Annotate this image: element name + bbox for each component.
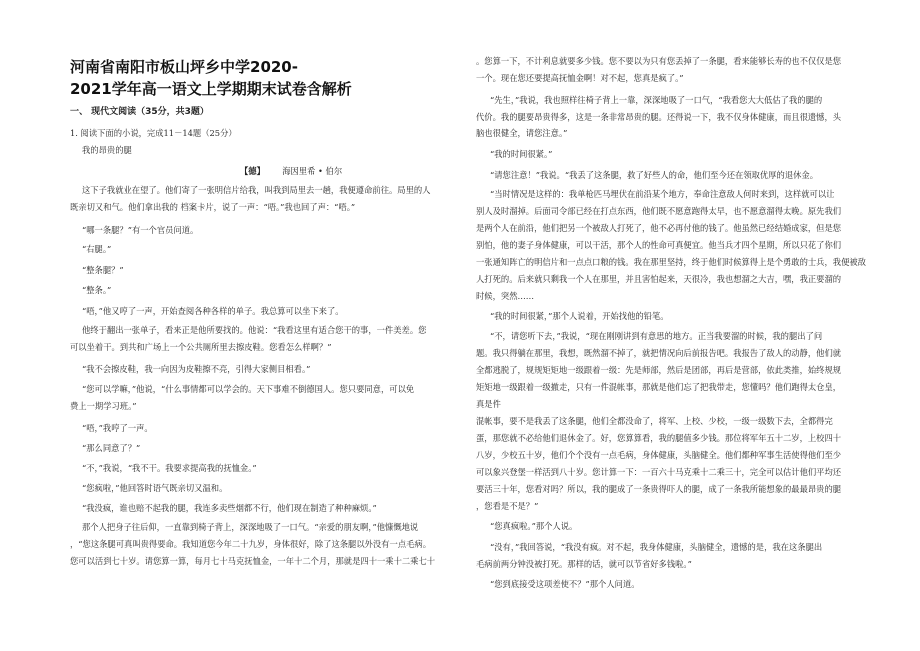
paragraph-line: 八岁，少校五十岁，他们个个没有一点毛病，身体健康，头脑健全。他们都种军事生活使得他们至少 — [476, 450, 842, 460]
author-line — [240, 165, 342, 177]
paragraph-line: ，您看是不是？” — [476, 501, 539, 511]
paragraph-line: 毛病前两分钟没被打死。那样的话，就可以节省好多钱啦。” — [476, 559, 692, 569]
paragraph-line: “我的时间很紧。” — [490, 149, 553, 159]
paragraph-line: 一张通知阵亡的明信片和一点点口粮的钱。我在那里坚持，终于他们时候算得上是个勇敢的士兵，我便被敌 — [476, 257, 866, 267]
paragraph-line: 混帐事，要不是我丢了这条腿，他们全都没命了，将军、上校、少校，一级一级数下去，全都得完 — [476, 416, 833, 426]
paragraph-line: 真是件 — [476, 399, 501, 409]
paragraph-line: “我没疯，谁也赔不起我的腿，我连多卖些烟都不行，他们现在制造了种种麻烦。” — [82, 503, 377, 513]
paragraph-line: 这下子我就业在望了。他们寄了一张明信片给我，叫我到局里去一趟，我便遵命前往。局里的人 — [82, 185, 431, 195]
paragraph-line: “唔，”他又哼了一声，开始查阅各种各样的单子。我总算可以坐下来了。 — [82, 306, 344, 316]
paragraph-line: 人打死的。后来就只剩我一个人在那里，并且害怕起来，天很冷，我也想溜之大吉，嘿，我正要溜的 — [476, 274, 842, 284]
author-name: 海因里希 • 伯尔 — [282, 166, 343, 176]
paragraph-line: 费上一期学习班。” — [70, 401, 137, 411]
paragraph-line: 题。我只得躺在那里，我想，既然溜不掉了，就把情况向后前报告吧。我报告了敌人的动静，他们就 — [476, 348, 842, 358]
document-title-line2: 2021学年高一语文上学期期末试卷含解析 — [70, 80, 352, 98]
paragraph-line: 时候，突然…… — [476, 291, 535, 301]
paragraph-line: “右腿。” — [82, 244, 112, 254]
paragraph-line: 一个。现在您还要提高抚恤金啊！对不起，您真是疯了。” — [476, 73, 684, 83]
paragraph-line: 既亲切又和气。他们拿出我的 档案卡片，说了一声：“唔。”我也回了声：“唔。” — [70, 202, 356, 212]
paragraph-line: 蛋，那您就不必给他们退休金了。好，您算算看，我的腿值多少钱。那位将军年五十二岁，上校四十 — [476, 433, 842, 443]
paragraph-line: “唔，”我哼了一声。 — [82, 423, 153, 433]
paragraph-line: 那个人把身子往后仰，一直靠到椅子背上，深深地吸了一口气。“亲爱的朋友啊，”他慷慨地说 — [82, 522, 419, 532]
paragraph-line: 您可以活到七十岁。请您算一算，每月七十马克抚恤金，一年十二个月，那就是四十一乘十二乘七十 — [70, 556, 436, 566]
paragraph-line: “整条。” — [82, 285, 112, 295]
paragraph-line: 。您算一下，不计利息就要多少钱。您不要以为只有您丢掉了一条腿，看来能够长寿的也不仅仅是您 — [476, 56, 842, 66]
paragraph-line: 别人及时溜掉。后面司令部已经在打点东西，他们既不愿意跑得太早，也不愿意溜得太晚。原先我们 — [476, 206, 842, 216]
paragraph-line: 可以坐着干。到共和广场上一个公共厕所里去擦皮鞋。您看怎么样啊？” — [70, 342, 332, 352]
paragraph-line: 要活三十年，您看对吗？所以，我的腿成了一条贵得吓人的腿，成了一条我所能想象的最最昂贵的腿 — [476, 484, 842, 494]
paragraph-line: 他终于翻出一张单子，看来正是他所要找的。他说：“我看这里有适合您干的事，一件美差。您 — [82, 325, 427, 335]
paragraph-line: “先生，”我说，我也照样往椅子背上一靠，深深地吸了一口气，“我看您大大低估了我的腿的 — [490, 95, 823, 105]
paragraph-line: 代价。我的腿要昂贵得多，这是一条非常昂贵的腿。还得说一下，我不仅身体健康，而且很遗憾，头 — [476, 112, 842, 122]
document-title-line1: 河南省南阳市板山坪乡中学2020- — [70, 58, 298, 76]
paragraph-line: 是两个人在前沿，他们把另一个被敌人打死了，他不必再付他的钱了。他虽然已经结婚成家，但是您 — [476, 223, 842, 233]
paragraph-line: “您到底接受这项差使不？”那个人问道。 — [490, 579, 640, 589]
question-prompt: 1. 阅读下面的小说，完成11－14题（25分） — [70, 128, 237, 138]
paragraph-line: 可以象兴登堡一样活到八十岁。您计算一下：一百六十马克乘十二乘三十，完全可以估计他们平均还 — [476, 467, 842, 477]
paragraph-line: “我的时间很紧，”那个人说着，开始找他的铅笔。 — [490, 311, 669, 321]
paragraph-line: “您可以学嘛，”他说，“什么事情都可以学会的。天下事难不倒德国人。您只要同意，可以免 — [82, 384, 415, 394]
paragraph-line: 全都逃脱了，规规矩矩地一级跟着一级：先是师部，然后是团部，再后是营部，依此类推，始终规规 — [476, 365, 842, 375]
paragraph-line: “请您注意！”我说。“我丢了这条腿，救了好些人的命，他们至今还在领取优厚的退休金。 — [490, 170, 819, 180]
paragraph-line: “我不会擦皮鞋，我一向因为皮鞋擦不亮，引得大家侧目相看。” — [82, 364, 311, 374]
paragraph-line: 脑也很健全，请您注意。” — [476, 128, 568, 138]
paragraph-line: ，“您这条腿可真叫贵得要命。我知道您今年二十九岁，身体很好，除了这条腿以外没有一点毛病。 — [70, 539, 432, 549]
paragraph-line: “没有，”我回答说，“我没有疯。对不起，我身体健康，头脑健全，遗憾的是，我在这条腿出 — [490, 542, 823, 552]
paragraph-line: “那么同意了？” — [82, 443, 141, 453]
paragraph-line: “哪一条腿？”有一个官员问道。 — [82, 225, 199, 235]
paragraph-line: “您疯啦，”他回答时语气既亲切又温和。 — [82, 483, 228, 493]
story-title: 我的昂贵的腿 — [82, 145, 132, 155]
paragraph-line: “您真疯啦。”那个人说。 — [490, 521, 578, 531]
paragraph-line: “不，请您听下去，”我说，“现在刚刚讲到有意思的地方。正当我要溜的时候，我的腿出了问 — [490, 331, 823, 341]
paragraph-line: 别怕，他的妻子身体健康，可以干活，那个人的性命可真便宜。他当兵才四个星期，所以只花了你们 — [476, 240, 842, 250]
paragraph-line: “当时情况是这样的：我单枪匹马埋伏在前沿某个地方，奉命注意敌人何时来到，这样就可以让 — [490, 189, 835, 199]
paragraph-line: “整条腿？” — [82, 265, 124, 275]
paragraph-line: “不，”我说，“我不干。我要求提高我的抚恤金。” — [82, 463, 257, 473]
author-nationality: 【德】 — [240, 166, 265, 176]
section-heading: 一、 现代文阅读（35分，共3题） — [70, 107, 209, 117]
paragraph-line: 矩矩地一级跟着一级撤走，只有一件混帐事，那就是他们忘了把我带走，您懂吗？他们跑得太仓皇， — [476, 382, 842, 392]
